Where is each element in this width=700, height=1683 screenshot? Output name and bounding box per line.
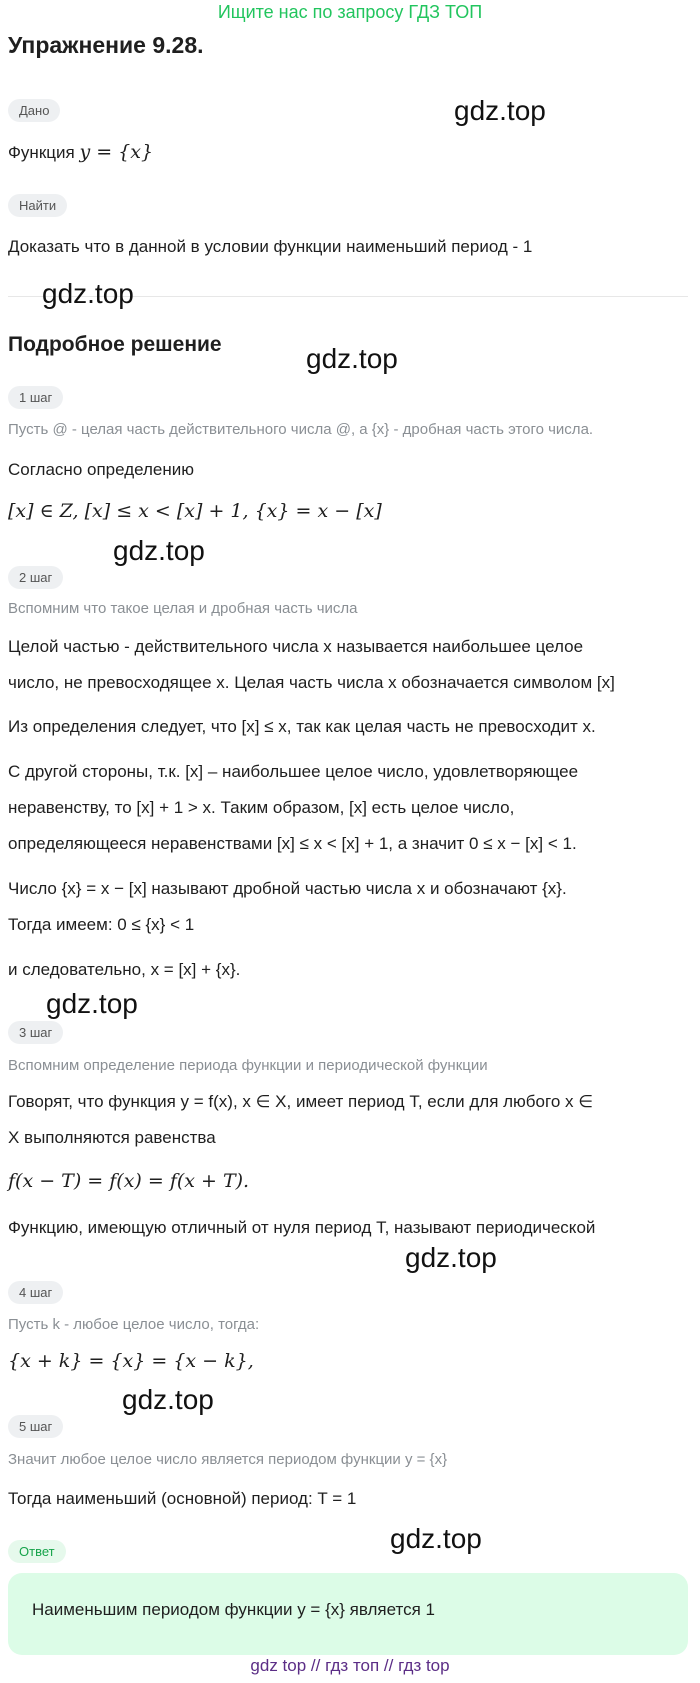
footer-links[interactable]: gdz top // гдз топ // гдз top (250, 1656, 450, 1675)
step-2-line-9: и следовательно, x = [x] + {x}. (8, 960, 241, 979)
watermark: gdz.top (122, 1384, 214, 1415)
step-2-line-2: число, не превосходящее x. Целая часть числа x обозначается символом [x] (8, 673, 615, 692)
step-2-line-1: Целой частью - действительного числа x называется наибольшее целое (8, 637, 584, 656)
step-3-hint: Вспомним определение периода функции и периодической функции (8, 1057, 488, 1074)
given-label-text: Функция (8, 143, 75, 162)
step-2-hint: Вспомним что такое целая и дробная часть числа (8, 600, 358, 617)
watermark: gdz.top (306, 343, 398, 374)
answer-text: Наименьшим периодом функции y = {x} является 1 (32, 1600, 436, 1619)
watermark: gdz.top (454, 95, 546, 126)
watermark: gdz.top (390, 1523, 482, 1554)
find-badge: Найти (8, 194, 67, 217)
step-3-line-2: X выполняются равенства (8, 1128, 216, 1147)
watermark: gdz.top (113, 535, 205, 566)
step-3-line-4: Функцию, имеющую отличный от нуля период T, называют периодической (8, 1218, 596, 1237)
page-title: Упражнение 9.28. (8, 32, 204, 58)
step-3-badge: 3 шаг (8, 1021, 63, 1044)
given-formula: y = {x} (79, 141, 154, 163)
step-5-line-1: Тогда наименьший (основной) период: T = 1 (8, 1489, 357, 1508)
find-text: Доказать что в данной в условии функции наименьший период - 1 (8, 237, 533, 256)
step-3-formula: f(x − T) = f(x) = f(x + T). (8, 1170, 250, 1192)
step-4-hint: Пусть k - любое целое число, тогда: (8, 1316, 260, 1333)
step-2-badge: 2 шаг (8, 566, 63, 589)
step-3-line-1: Говорят, что функция y = f(x), x ∈ X, имеет период T, если для любого x ∈ (8, 1092, 594, 1111)
solution-heading: Подробное решение (8, 333, 222, 356)
step-2-line-7: Число {x} = x − [x] называют дробной частью числа x и обозначают {x}. (8, 879, 567, 898)
given-text (8, 140, 153, 165)
given-badge: Дано (8, 99, 60, 122)
watermark: gdz.top (46, 988, 138, 1019)
step-1-formula: [x] ∈ Z, [x] ≤ x < [x] + 1, {x} = x − [x] (8, 500, 382, 522)
step-1-line-1: Согласно определению (8, 460, 195, 479)
step-2-line-4: С другой стороны, т.к. [x] – наибольшее целое число, удовлетворяющее (8, 762, 579, 781)
step-5-badge: 5 шаг (8, 1415, 63, 1438)
step-1-hint: Пусть @ - целая часть действительного числа @, а {x} - дробная часть этого числа. (8, 421, 594, 438)
step-2-line-8: Тогда имеем: 0 ≤ {x} < 1 (8, 915, 195, 934)
step-5-hint: Значит любое целое число является периодом функции y = {x} (8, 1451, 448, 1468)
step-2-line-3: Из определения следует, что [x] ≤ x, так как целая часть не превосходит x. (8, 717, 596, 736)
step-2-line-5: неравенству, то [x] + 1 > x. Таким образом, [x] есть целое число, (8, 798, 515, 817)
step-1-badge: 1 шаг (8, 386, 63, 409)
watermark: gdz.top (405, 1242, 497, 1273)
step-2-line-6: определяющееся неравенствами [x] ≤ x < [x] + 1, а значит 0 ≤ x − [x] < 1. (8, 834, 577, 853)
answer-badge: Ответ (8, 1540, 66, 1563)
step-4-formula: {x + k} = {x} = {x − k}, (8, 1350, 254, 1372)
watermark: gdz.top (42, 278, 134, 309)
top-banner-link[interactable]: Ищите нас по запросу ГДЗ ТОП (217, 2, 483, 22)
step-4-badge: 4 шаг (8, 1281, 63, 1304)
